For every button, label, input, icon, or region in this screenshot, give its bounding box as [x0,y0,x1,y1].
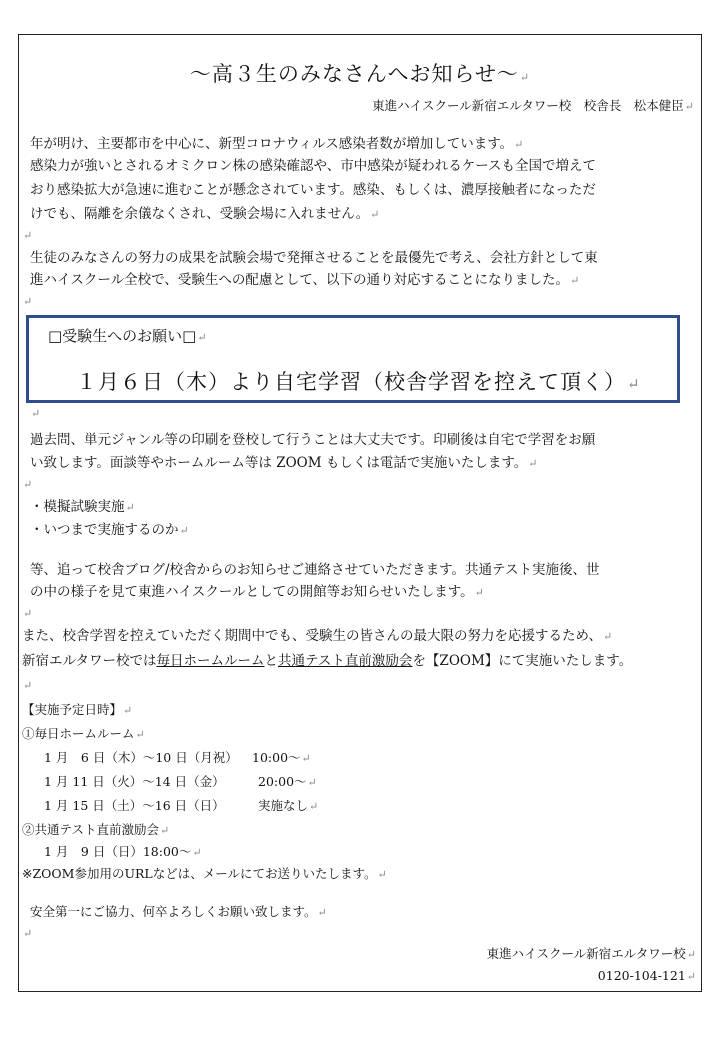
follow-line: の中の様子を見て東進ハイスクールとしての開館等お知らせいたします。↵ [30,584,484,600]
schedule-note: ※ZOOM参加用のURLなどは、メールにてお送りいたします。↵ [22,866,387,881]
blank-mark: ↵ [23,295,33,308]
schedule-row-date: 1 月 11 日（火）〜14 日（金） [44,774,225,789]
policy-line: 進ハイスクール全校で、受験生への配慮として、以下の通り対応することになりました。↵ [30,272,580,288]
notice-heading: □受験生へのお願い□↵ [48,327,207,345]
footer-phone: 0120-104-121↵ [597,968,696,983]
homeroom-underline: 毎日ホームルーム [156,653,265,669]
blank-mark: ↵ [23,478,33,491]
schedule-row-2: 1 月 9 日（日）18:00〜↵ [44,844,202,859]
schedule-item-2: ②共通テスト直前激励会↵ [22,822,170,837]
bullet-item: ・模擬試験実施↵ [30,499,135,515]
bullet-item: ・いつまで実施するのか↵ [30,522,189,538]
support-line: 新宿エルタワー校では毎日ホームルームと共通テスト直前激励会を【ZOOM】にて実施いたします。 [22,653,633,669]
blank-mark: ↵ [23,679,33,692]
schedule-row-time: 10:00〜↵ [252,750,311,765]
follow-line: 等、追って校舎ブログ/校舎からのお知らせご連絡させていただきます。共通テスト実施後、世 [30,562,600,578]
intro-line: 年が明け、主要都市を中心に、新型コロナウィルス感染者数が増加しています。↵ [30,136,524,152]
blank-mark: ↵ [31,407,41,420]
closing-line: 安全第一にご協力、何卒よろしくお願い致します。↵ [30,904,327,919]
schedule-row-date: 1 月 6 日（木）〜10 日（月祝） [44,750,238,765]
schedule-item-1: ①毎日ホームルーム↵ [22,726,145,741]
notice-main: １月６日（木）より自宅学習（校舎学習を控えて頂く）↵ [76,370,641,394]
intro-line: けでも、隔離を余儀なくされ、受験会場に入れません。↵ [30,206,380,222]
intro-line: 感染力が強いとされるオミクロン株の感染確認や、市中感染が疑われるケースも全国で増えて [30,158,597,174]
policy-line: 生徒のみなさんの努力の成果を試験会場で発揮させることを最優先で考え、会社方針として東 [30,250,598,266]
printing-line: い致します。面談等やホームルーム等は ZOOM もしくは電話で実施いたします。↵ [30,455,538,471]
support-line: また、校舎学習を控えていただく期間中でも、受験生の皆さんの最大限の努力を応援するため、↵ [22,628,613,644]
blank-mark: ↵ [23,607,33,620]
author-line: 東進ハイスクール新宿エルタワー校 校舎長 松本健臣↵ [372,98,694,113]
schedule-row-time: 実施なし↵ [258,798,319,813]
blank-mark: ↵ [23,927,33,940]
schedule-row-time: 20:00〜↵ [258,774,317,789]
blank-mark: ↵ [23,229,33,242]
footer-school: 東進ハイスクール新宿エルタワー校↵ [486,946,696,961]
printing-line: 過去問、単元ジャンル等の印刷を登校して行うことは大丈夫です。印刷後は自宅で学習をお願 [30,432,596,448]
intro-line: おり感染拡大が急速に進むことが懸念されています。感染、もしくは、濃厚接触者になっただ [30,182,596,198]
rally-underline: 共通テスト直前激励会 [277,653,413,669]
page-title: 〜高３生のみなさんへお知らせ〜↵ [189,62,531,86]
schedule-heading: 【実施予定日時】↵ [22,702,133,717]
schedule-row-date: 1 月 15 日（土）〜16 日（日） [44,798,225,813]
